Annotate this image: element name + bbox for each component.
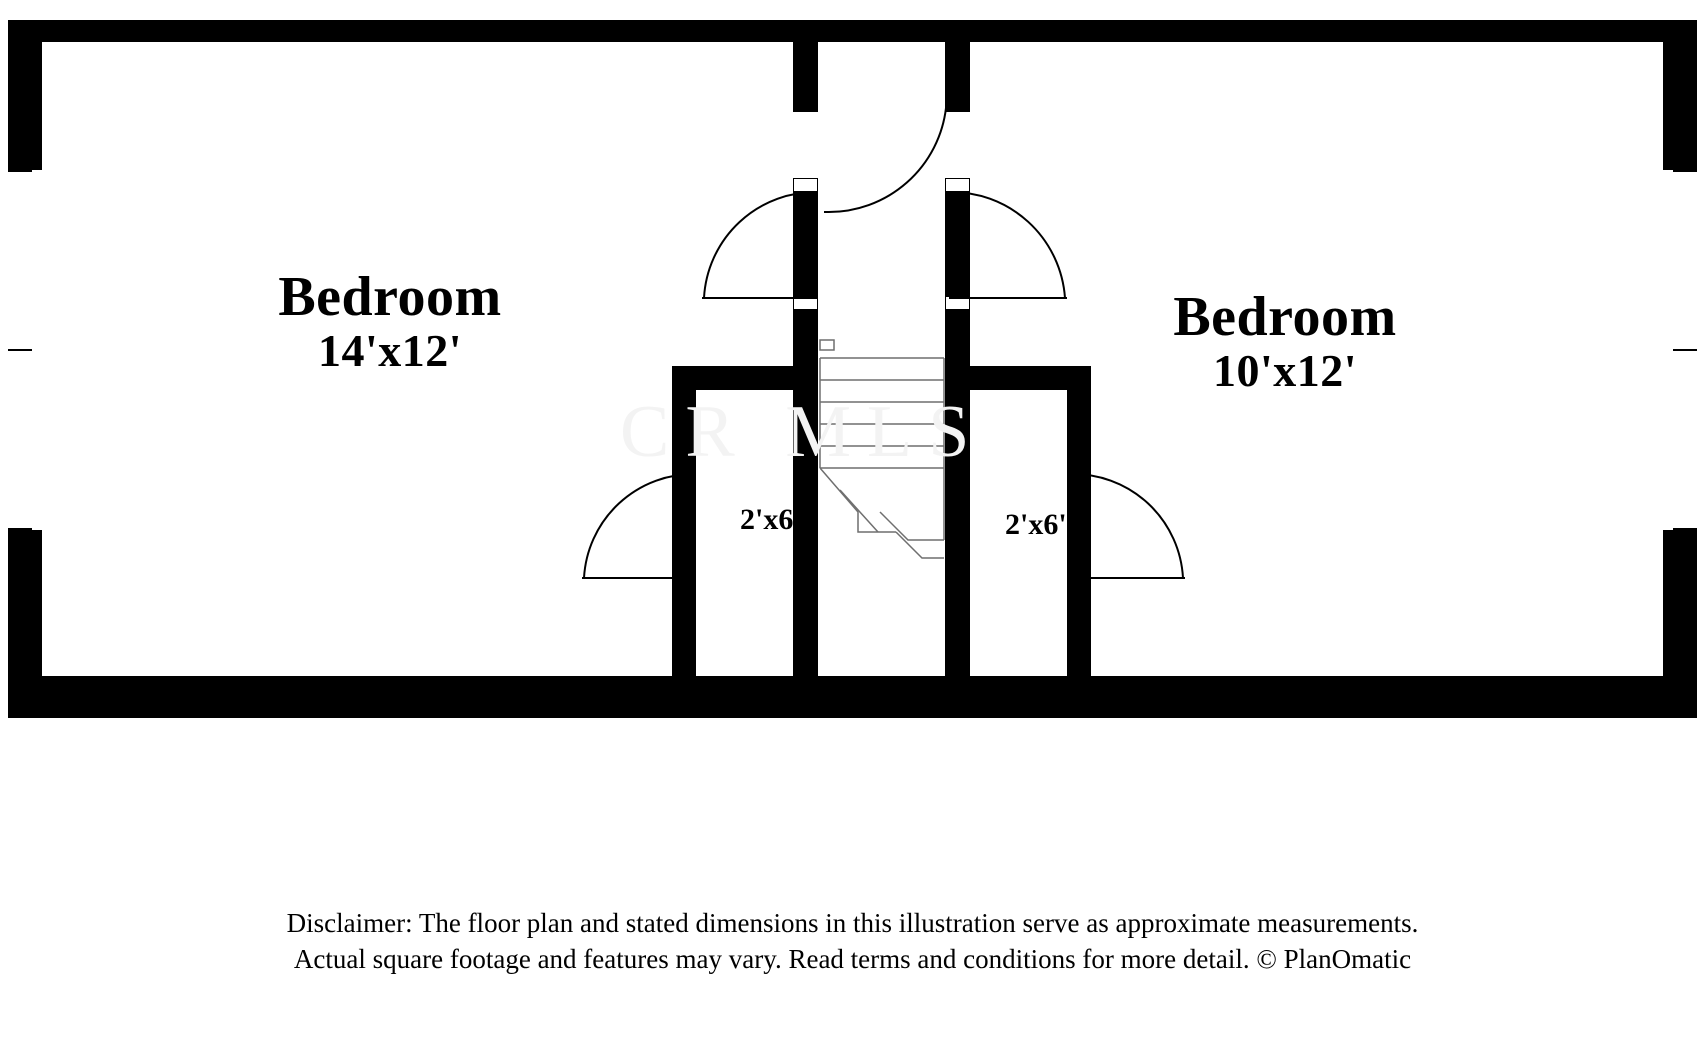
wall-exterior-top [8, 20, 1697, 42]
closet-label-right: 2'x6' [1005, 508, 1067, 541]
watermark: CR MLS [620, 391, 986, 473]
closet-label-left: 2'x6' [740, 503, 802, 536]
wall-hall-right-top [945, 20, 970, 112]
room-name: Bedroom [1173, 286, 1397, 348]
room-dimensions: 14'x12' [317, 325, 463, 377]
door-bedroom-right [945, 190, 1070, 305]
door-closet-left [580, 472, 700, 584]
wall-exterior-left-upper [8, 20, 42, 170]
room-dimensions: 10'x12' [1212, 345, 1358, 397]
room-label-bedroom-left [180, 268, 600, 376]
door-closet-right [1067, 472, 1187, 584]
window-left [8, 170, 32, 530]
disclaimer-line-1: Disclaimer: The floor plan and stated dimensions in this illustration serve as approximate measurements. [286, 908, 1419, 938]
wall-exterior-right-upper [1663, 20, 1697, 170]
wall-exterior-left-lower [8, 530, 42, 718]
door-bedroom-left [700, 190, 820, 305]
disclaimer [0, 905, 1705, 978]
wall-exterior-bottom [8, 676, 1697, 718]
room-label-bedroom-right [1075, 288, 1495, 396]
disclaimer-line-2: Actual square footage and features may vary. Read terms and conditions for more detail. © PlanOmatic [293, 944, 1412, 975]
wall-exterior-right-lower [1663, 530, 1697, 718]
window-right [1673, 170, 1697, 530]
room-name: Bedroom [278, 266, 502, 328]
wall-hall-left-top [793, 20, 818, 112]
door-hall-top [818, 100, 958, 215]
